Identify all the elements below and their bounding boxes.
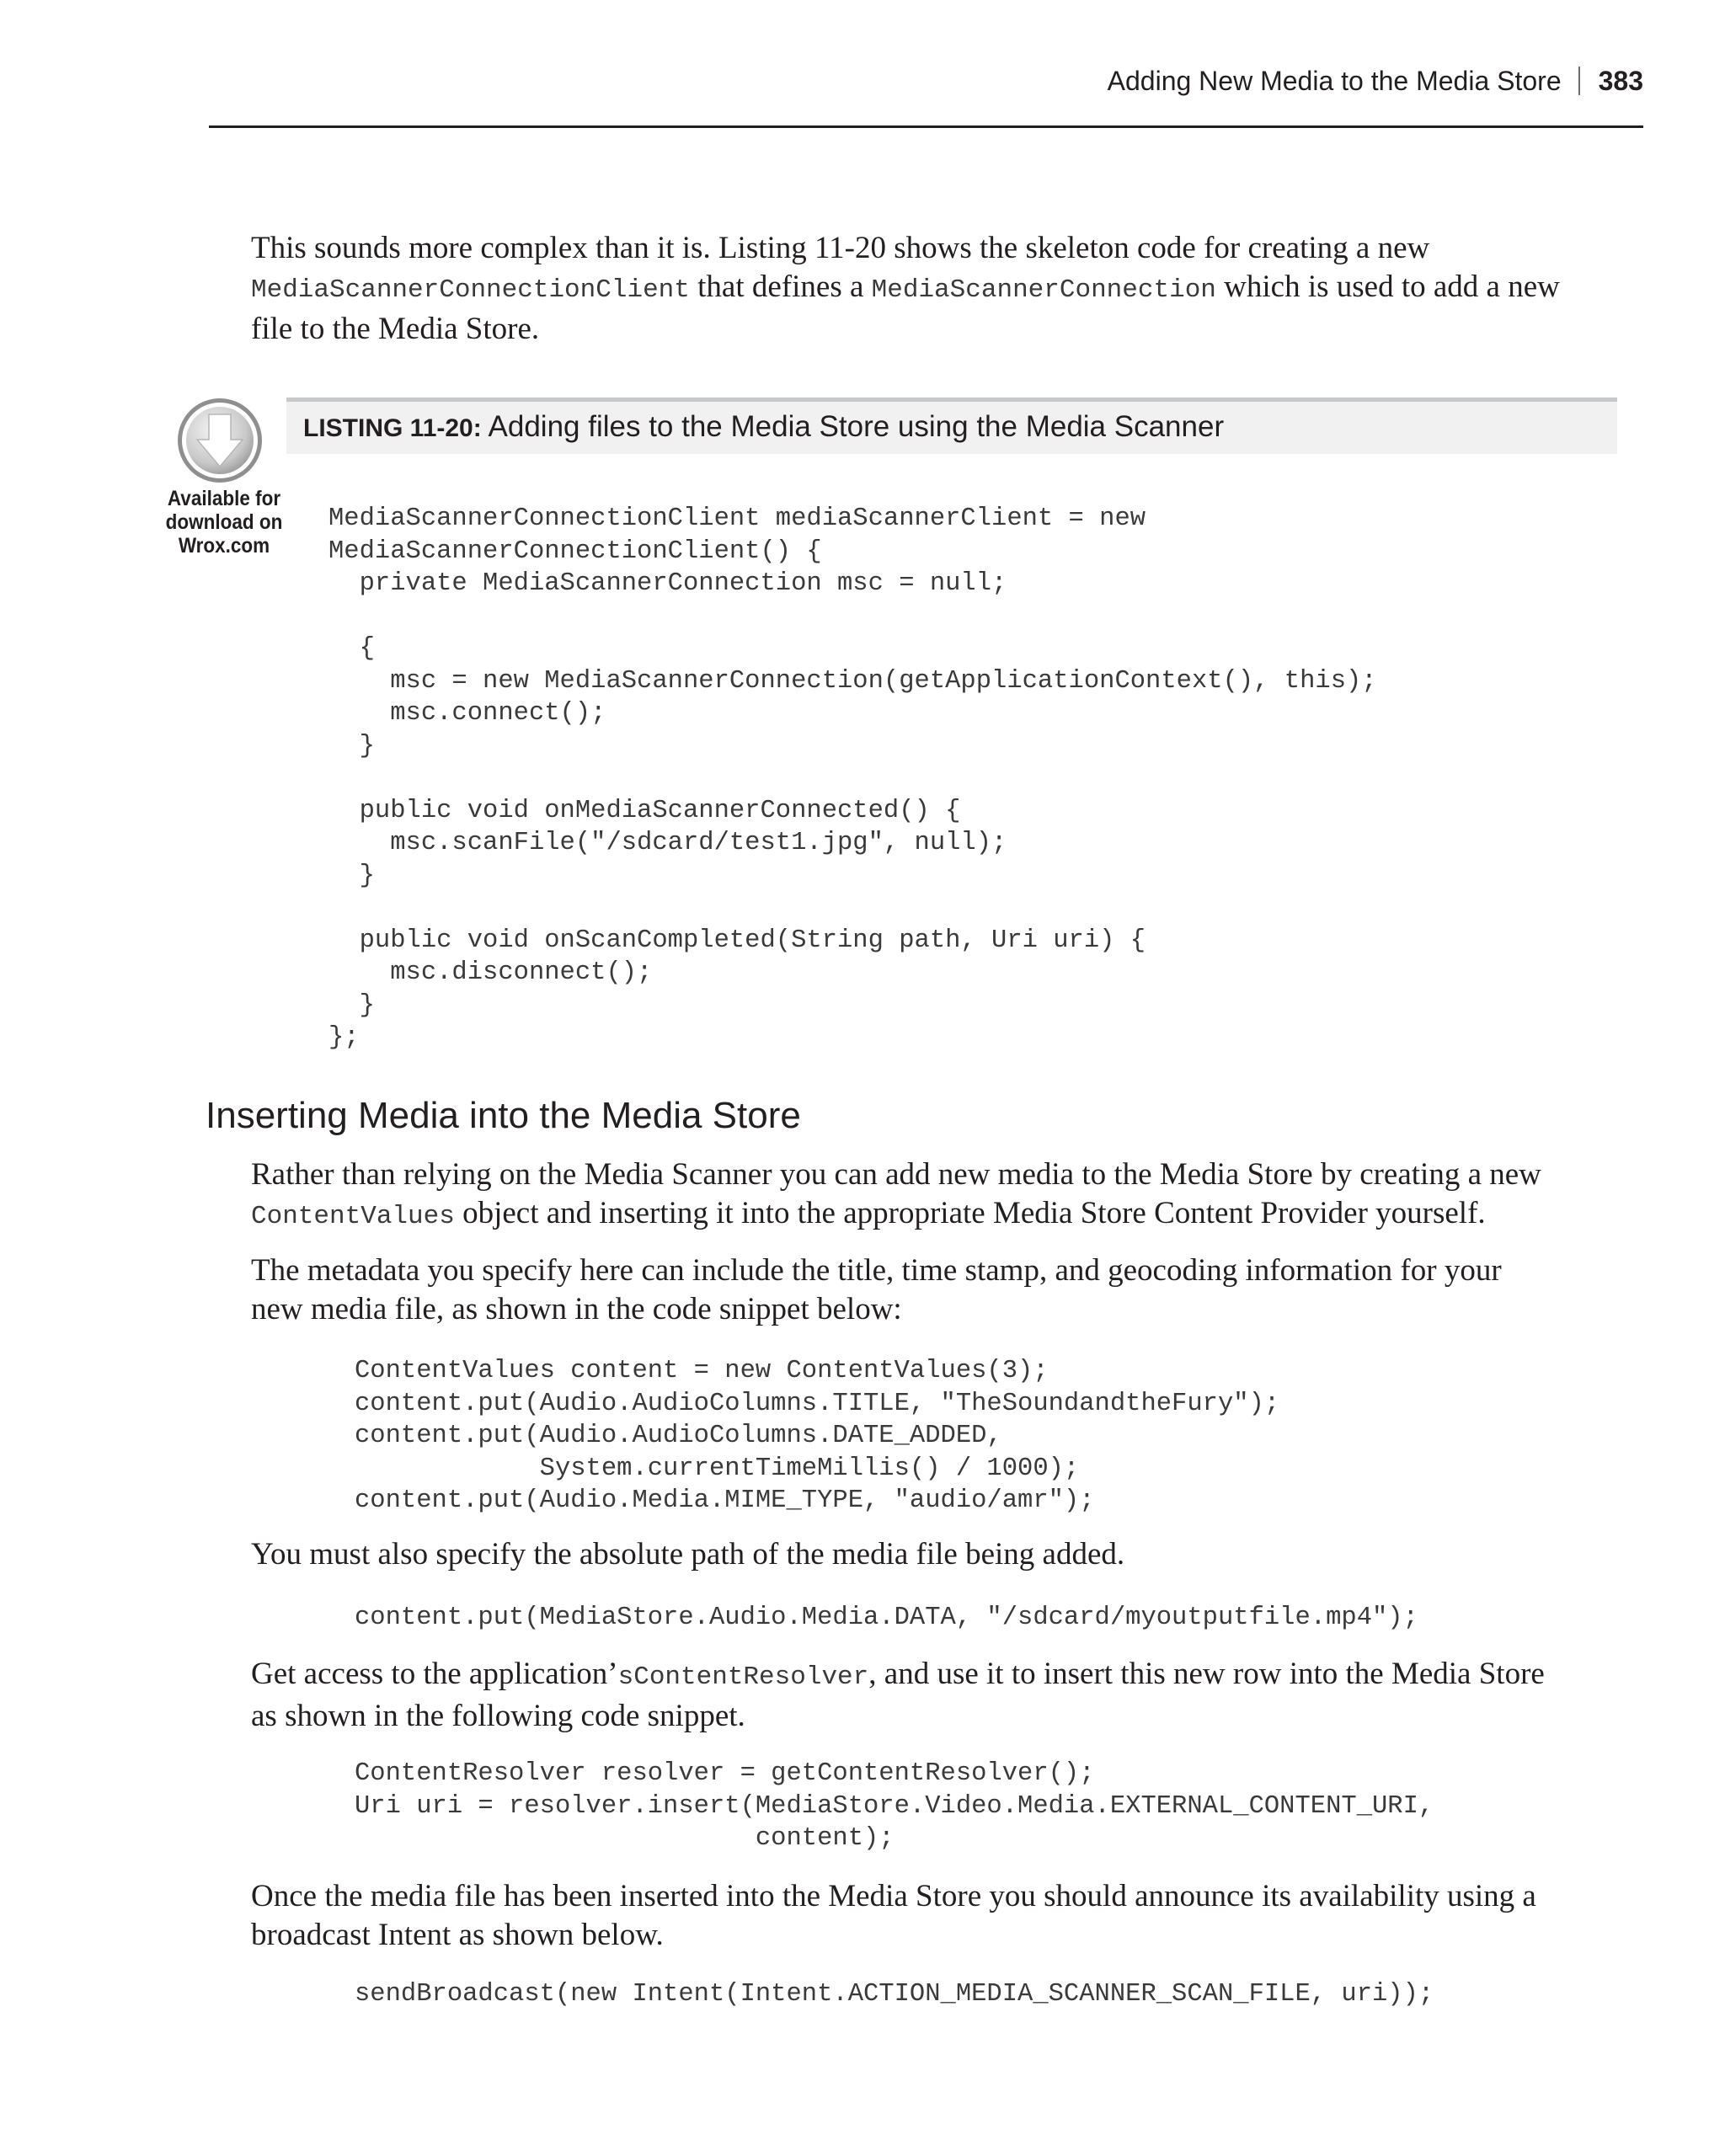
code-line: ContentValues content = new ContentValues(3); (355, 1357, 1049, 1385)
listing-caption-bar (286, 398, 1617, 454)
code-line: sendBroadcast(new Intent(Intent.ACTION_MEDIA_SCANNER_SCAN_FILE, uri)); (355, 1980, 1434, 2009)
code-line: content.put(Audio.AudioColumns.DATE_ADDED, (355, 1422, 1002, 1450)
intro-line-2 (251, 268, 1649, 310)
code-line: } (328, 731, 375, 760)
download-badge-text (163, 487, 285, 558)
listing-title: Adding files to the Media Store using the Media Scanner (481, 410, 1225, 443)
paragraph-line (251, 1194, 1649, 1236)
badge-line: Available for (167, 487, 281, 510)
code-block-data-path (355, 1602, 1418, 1635)
code-line: public void onScanCompleted(String path, Uri uri) { (328, 926, 1146, 955)
badge-line: download on (165, 510, 283, 534)
code-line: Uri uri = resolver.insert(MediaStore.Video.Media.EXTERNAL_CONTENT_URI, (355, 1791, 1434, 1821)
paragraph-text: , and use it to insert this new row into the Media Store (868, 1657, 1545, 1691)
listing-label: LISTING 11-20: (303, 414, 482, 442)
code-line: content.put(Audio.Media.MIME_TYPE, "audio/amr"); (355, 1486, 1095, 1515)
inline-code: sContentResolver (617, 1662, 869, 1692)
header-rule (209, 125, 1643, 128)
paragraph-line: You must also specify the absolute path of the media file being added. (251, 1537, 1125, 1572)
code-line: msc.scanFile("/sdcard/test1.jpg", null); (328, 829, 1007, 857)
code-line: msc.disconnect(); (328, 958, 653, 987)
code-line: msc.connect(); (328, 699, 606, 728)
paragraph-4 (251, 1655, 1649, 1736)
code-line: ContentResolver resolver = getContentResolver(); (355, 1759, 1095, 1788)
page-number: 383 (1598, 66, 1643, 96)
listing-code (328, 503, 1377, 1054)
code-line: MediaScannerConnectionClient mediaScannerClient = new (328, 504, 1146, 533)
paragraph-line: new media file, as shown in the code snippet below: (251, 1292, 902, 1326)
code-line: content.put(MediaStore.Audio.Media.DATA, "/sdcard/myoutputfile.mp4"); (355, 1604, 1418, 1632)
paragraph-1 (251, 1155, 1649, 1236)
paragraph-text: Get access to the application’ (251, 1657, 618, 1691)
listing-caption (303, 410, 1224, 444)
code-line (328, 600, 1377, 633)
paragraph-line: The metadata you specify here can include the title, time stamp, and geocoding information for your (251, 1253, 1502, 1288)
intro-paragraph (251, 229, 1649, 349)
paragraph-line: Rather than relying on the Media Scanner you can add new media to the Media Store by creating a new (251, 1157, 1541, 1192)
paragraph-line: broadcast Intent as shown below. (251, 1918, 664, 1952)
inline-code: MediaScannerConnection (871, 275, 1216, 305)
code-line: content.put(Audio.AudioColumns.TITLE, "TheSoundandtheFury"); (355, 1389, 1280, 1418)
code-line: private MediaScannerConnection msc = null; (328, 569, 1007, 598)
badge-line: Wrox.com (178, 534, 270, 558)
intro-line-3: file to the Media Store. (251, 312, 540, 346)
paragraph-2 (251, 1251, 1649, 1329)
running-title: Adding New Media to the Media Store (1107, 66, 1562, 96)
paragraph-5 (251, 1877, 1649, 1955)
code-line: }; (328, 1023, 360, 1052)
header-separator (1578, 67, 1580, 95)
code-line: MediaScannerConnectionClient() { (328, 536, 822, 566)
inline-code: ContentValues (251, 1202, 455, 1231)
code-block-content-values (355, 1355, 1279, 1518)
paragraph-line (251, 1655, 1649, 1697)
code-line: System.currentTimeMillis() / 1000); (355, 1454, 1080, 1483)
paragraph-line: as shown in the following code snippet. (251, 1699, 745, 1733)
code-line: { (328, 634, 375, 663)
paragraph-text: object and inserting it into the appropriate Media Store Content Provider yourself. (454, 1196, 1486, 1230)
code-block-broadcast (355, 1978, 1434, 2011)
code-line: } (328, 990, 375, 1020)
running-header (1108, 66, 1643, 97)
code-line: public void onMediaScannerConnected() { (328, 796, 961, 825)
paragraph-line: Once the media file has been inserted into the Media Store you should announce its availability using a (251, 1879, 1536, 1913)
code-line (328, 762, 1377, 795)
code-line: msc = new MediaScannerConnection(getApplicationContext(), this); (328, 666, 1377, 696)
inline-code: MediaScannerConnectionClient (251, 275, 690, 305)
paragraph-3 (251, 1535, 1649, 1574)
intro-text: which is used to add a new (1215, 270, 1560, 304)
code-line: } (328, 861, 375, 890)
code-block-resolver (355, 1758, 1434, 1855)
code-line (328, 892, 1377, 925)
intro-line-1: This sounds more complex than it is. Listing 11-20 shows the skeleton code for creating a new (251, 231, 1430, 265)
download-icon (175, 396, 264, 485)
code-line: content); (355, 1824, 895, 1853)
section-heading: Inserting Media into the Media Store (206, 1095, 801, 1136)
intro-text: that defines a (689, 270, 872, 304)
